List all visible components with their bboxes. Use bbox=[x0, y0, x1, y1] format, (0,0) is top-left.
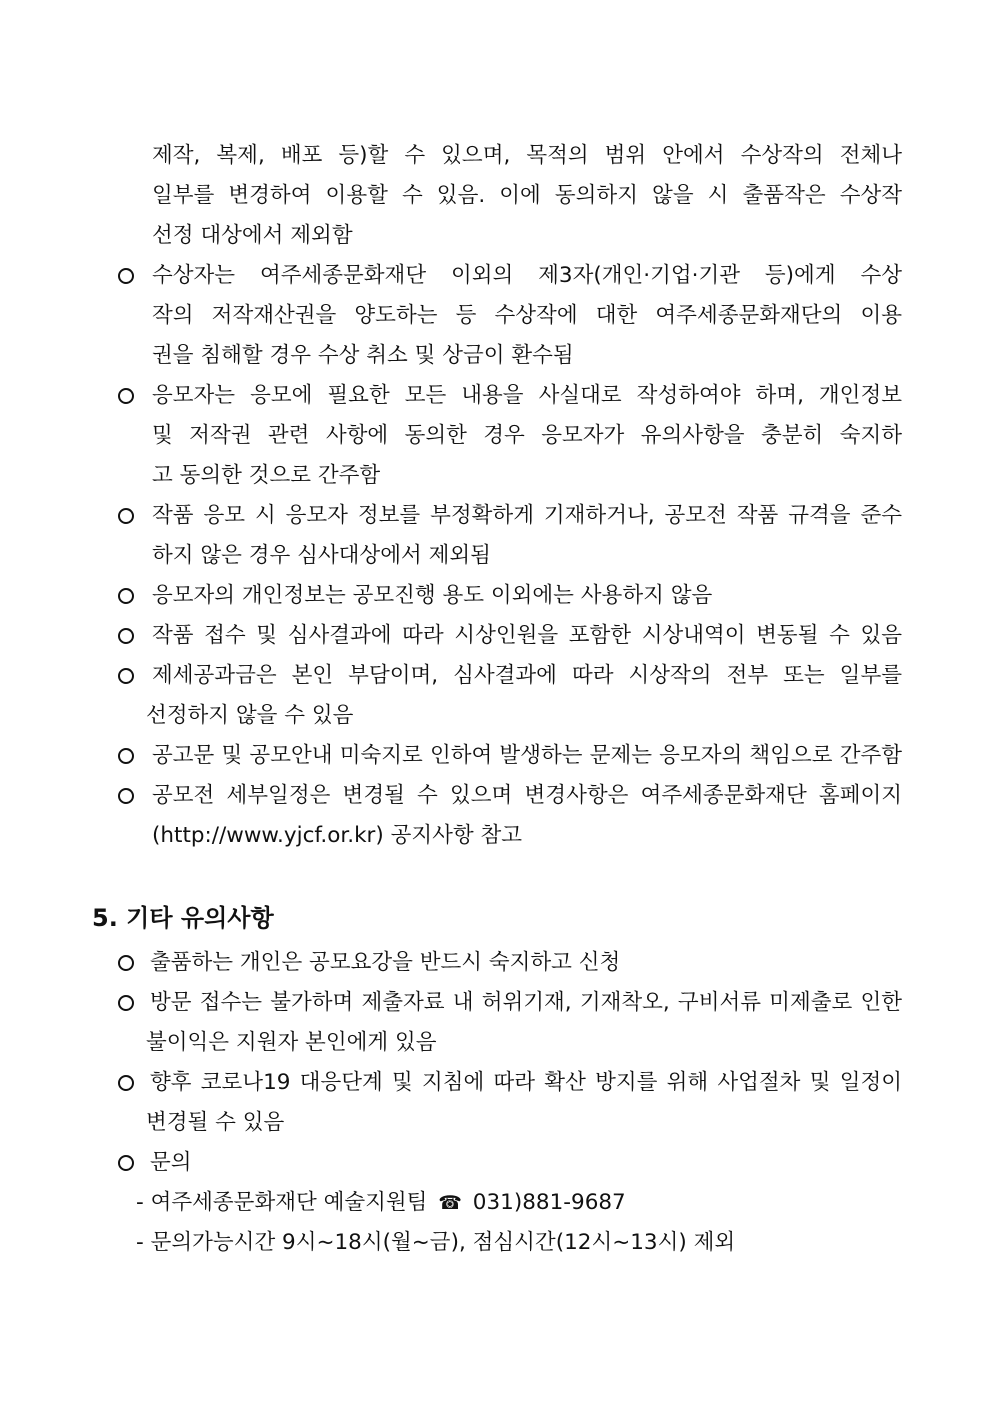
list-item-line: 제세공과금은 본인 부담이며, 심사결과에 따라 시상작의 전부 또는 일부를 bbox=[152, 663, 902, 688]
list-item-line: 작품 접수 및 심사결과에 따라 시상인원을 포함한 시상내역이 변동될 수 있음 bbox=[152, 623, 902, 648]
list-item-line: 선정하지 않을 수 있음 bbox=[146, 703, 354, 728]
paragraph-line: 일부를 변경하여 이용할 수 있음. 이에 동의하지 않을 시 출품작은 수상작 bbox=[152, 183, 902, 208]
contact-line bbox=[136, 1188, 626, 1218]
phone-icon: ☎ bbox=[438, 1192, 462, 1214]
bullet-circle-icon bbox=[118, 788, 134, 804]
bullet-circle-icon bbox=[118, 268, 134, 284]
bullet-circle-icon bbox=[118, 388, 134, 404]
bullet-circle-icon bbox=[118, 955, 134, 971]
paragraph-line: 선정 대상에서 제외함 bbox=[152, 223, 353, 248]
section-heading: 5. 기타 유의사항 bbox=[92, 904, 274, 932]
paragraph-line: 제작, 복제, 배포 등)할 수 있으며, 목적의 범위 안에서 수상작의 전체나 bbox=[152, 143, 902, 168]
bullet-circle-icon bbox=[118, 1155, 134, 1171]
list-item-line: (http://www.yjcf.or.kr) 공지사항 참고 bbox=[152, 823, 523, 848]
list-item-line: 고 동의한 것으로 간주함 bbox=[152, 463, 381, 488]
list-item-line: 권을 침해할 경우 수상 취소 및 상금이 환수됨 bbox=[152, 343, 574, 368]
list-item-line: 출품하는 개인은 공모요강을 반드시 숙지하고 신청 bbox=[150, 950, 621, 975]
list-item-line: 방문 접수는 불가하며 제출자료 내 허위기재, 기재착오, 구비서류 미제출로 인한 bbox=[150, 990, 902, 1015]
bullet-circle-icon bbox=[118, 995, 134, 1011]
contact-hours: - 문의가능시간 9시~18시(월~금), 점심시간(12시~13시) 제외 bbox=[136, 1230, 736, 1255]
bullet-circle-icon bbox=[118, 748, 134, 764]
list-item-line: 공고문 및 공모안내 미숙지로 인하여 발생하는 문제는 응모자의 책임으로 간주함 bbox=[152, 743, 902, 768]
bullet-circle-icon bbox=[118, 668, 134, 684]
bullet-circle-icon bbox=[118, 508, 134, 524]
bullet-circle-icon bbox=[118, 628, 134, 644]
contact-team: - 여주세종문화재단 예술지원팀 bbox=[136, 1190, 428, 1215]
bullet-circle-icon bbox=[118, 1075, 134, 1091]
list-item-line: 및 저작권 관련 사항에 동의한 경우 응모자가 유의사항을 충분히 숙지하 bbox=[152, 423, 902, 448]
list-item-line: 하지 않은 경우 심사대상에서 제외됨 bbox=[152, 543, 491, 568]
list-item-line: 문의 bbox=[150, 1150, 192, 1175]
list-item-line: 불이익은 지원자 본인에게 있음 bbox=[146, 1030, 437, 1055]
list-item-line: 공모전 세부일정은 변경될 수 있으며 변경사항은 여주세종문화재단 홈페이지 bbox=[152, 783, 902, 808]
bullet-circle-icon bbox=[118, 588, 134, 604]
list-item-line: 작품 응모 시 응모자 정보를 부정확하게 기재하거나, 공모전 작품 규격을 준수 bbox=[152, 503, 902, 528]
list-item-line: 향후 코로나19 대응단계 및 지침에 따라 확산 방지를 위해 사업절차 및 일정이 bbox=[150, 1070, 902, 1095]
list-item-line: 수상자는 여주세종문화재단 이외의 제3자(개인·기업·기관 등)에게 수상 bbox=[152, 263, 902, 288]
list-item-line: 변경될 수 있음 bbox=[146, 1110, 285, 1135]
list-item-line: 응모자는 응모에 필요한 모든 내용을 사실대로 작성하여야 하며, 개인정보 bbox=[152, 383, 902, 408]
contact-number: 031)881-9687 bbox=[472, 1190, 626, 1215]
list-item-line: 응모자의 개인정보는 공모진행 용도 이외에는 사용하지 않음 bbox=[152, 583, 713, 608]
list-item-line: 작의 저작재산권을 양도하는 등 수상작에 대한 여주세종문화재단의 이용 bbox=[152, 303, 902, 328]
